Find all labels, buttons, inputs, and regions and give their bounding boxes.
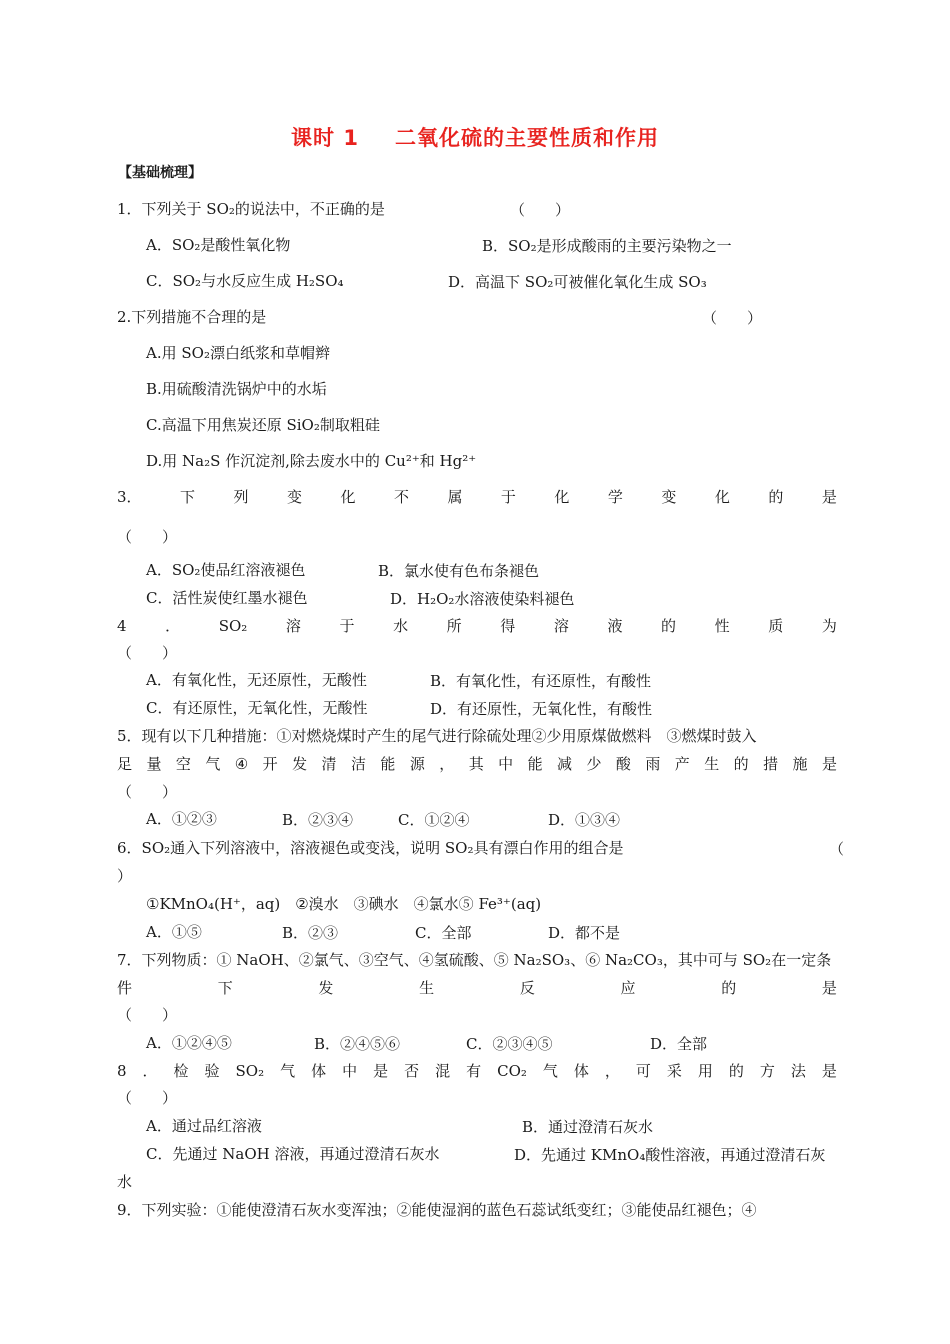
question-2-answer-bracket: （ ）	[702, 309, 763, 327]
question-6-bracket-open: （	[829, 840, 845, 858]
question-7-stem-line1: 7．下列物质：① NaOH、②氯气、③空气、④氢硫酸、⑤ Na₂SO₃、⑥ Na₂CO₃，其中可与 SO₂在一定条	[117, 951, 832, 969]
question-7-option-b: B．②④⑤⑥	[314, 1035, 401, 1053]
question-8-option-d: D．先通过 KMnO₄酸性溶液，再通过澄清石灰	[514, 1146, 826, 1164]
question-1-option-a: A．SO₂是酸性氧化物	[146, 236, 291, 254]
question-2-stem: 2.下列措施不合理的是	[117, 308, 267, 326]
question-4-option-b: B．有氧化性，有还原性，有酸性	[430, 672, 652, 690]
question-8-option-b: B．通过澄清石灰水	[522, 1118, 654, 1136]
lesson-number: 课时 1	[291, 126, 359, 150]
question-2-option-c: C.高温下用焦炭还原 SiO₂制取粗硅	[146, 416, 380, 434]
question-1-option-d: D．高温下 SO₂可被催化氧化生成 SO₃	[448, 273, 707, 291]
question-1-option-b: B．SO₂是形成酸雨的主要污染物之一	[482, 237, 732, 255]
page-title	[0, 122, 950, 152]
question-7-option-a: A．①②④⑤	[146, 1034, 232, 1052]
question-3-answer-bracket: （ ）	[117, 528, 178, 546]
question-5-option-d: D．①③④	[548, 811, 621, 829]
question-3-option-a: A．SO₂使品红溶液褪色	[146, 561, 306, 579]
question-6-option-a: A．①⑤	[146, 923, 202, 941]
question-6-option-d: D．都不是	[548, 924, 621, 942]
question-3-stem: 3． 下 列 变 化 不 属 于 化 学 变 化 的 是	[117, 488, 837, 506]
question-3-option-d: D．H₂O₂水溶液使染料褪色	[390, 590, 575, 608]
question-5-stem-line2: 足 量 空 气 ④ 开 发 清 洁 能 源 ， 其 中 能 减 少 酸 雨 产 生 的 措 施 是	[117, 755, 837, 773]
question-9-stem-line1: 9．下列实验：①能使澄清石灰水变浑浊；②能使湿润的蓝色石蕊试纸变红；③能使品红褪色；④	[117, 1201, 757, 1219]
question-5-answer-bracket: （ ）	[117, 783, 178, 801]
question-2-option-b: B.用硫酸清洗锅炉中的水垢	[146, 380, 327, 398]
question-6-option-c: C．全部	[415, 924, 472, 942]
question-8-answer-bracket: （ ）	[117, 1089, 178, 1107]
question-2-option-d: D.用 Na₂S 作沉淀剂,除去废水中的 Cu²⁺和 Hg²⁺	[146, 452, 477, 470]
lesson-topic: 二氧化硫的主要性质和作用	[394, 126, 659, 150]
question-7-option-c: C．②③④⑤	[466, 1035, 553, 1053]
question-5-option-b: B．②③④	[282, 811, 354, 829]
question-8-option-a: A．通过品红溶液	[146, 1117, 262, 1135]
section-heading: 【基础梳理】	[118, 165, 202, 181]
question-1-answer-bracket: （ ）	[510, 201, 571, 219]
question-8-stem: 8 ． 检 验 SO₂ 气 体 中 是 否 混 有 CO₂ 气 体 ， 可 采 用 的 方 法 是	[117, 1062, 837, 1080]
question-8-option-c: C．先通过 NaOH 溶液，再通过澄清石灰水	[146, 1145, 440, 1163]
question-4-stem: 4 ． SO₂ 溶 于 水 所 得 溶 液 的 性 质 为	[117, 617, 837, 635]
question-7-answer-bracket: （ ）	[117, 1006, 178, 1024]
question-1-option-c: C．SO₂与水反应生成 H₂SO₄	[146, 272, 344, 290]
question-5-stem-line1: 5．现有以下几种措施：①对燃烧煤时产生的尾气进行除硫处理②少用原煤做燃料 ③燃煤时鼓入	[117, 727, 757, 745]
question-8-option-d-continued: 水	[117, 1173, 133, 1191]
question-6-items: ①KMnO₄(H⁺，aq) ②溴水 ③碘水 ④氯水⑤ Fe³⁺(aq)	[146, 895, 542, 913]
question-1-stem: 1．下列关于 SO₂的说法中，不正确的是	[117, 200, 385, 218]
question-7-option-d: D．全部	[650, 1035, 708, 1053]
question-3-option-c: C．活性炭使红墨水褪色	[146, 589, 308, 607]
question-3-option-b: B．氯水使有色布条褪色	[378, 562, 540, 580]
question-5-option-a: A．①②③	[146, 810, 217, 828]
question-5-option-c: C．①②④	[398, 811, 470, 829]
question-4-option-c: C．有还原性，无氧化性，无酸性	[146, 699, 368, 717]
question-6-bracket-close: ）	[117, 867, 133, 885]
question-4-answer-bracket: （ ）	[117, 644, 178, 662]
question-6-option-b: B．②③	[282, 924, 339, 942]
question-6-stem: 6．SO₂通入下列溶液中，溶液褪色或变浅，说明 SO₂具有漂白作用的组合是	[117, 839, 624, 857]
question-2-option-a: A.用 SO₂漂白纸浆和草帽辫	[146, 344, 330, 362]
question-7-stem-line2: 件 下 发 生 反 应 的 是	[117, 979, 837, 997]
question-4-option-a: A．有氧化性，无还原性，无酸性	[146, 671, 367, 689]
question-4-option-d: D．有还原性，无氧化性，有酸性	[430, 700, 653, 718]
